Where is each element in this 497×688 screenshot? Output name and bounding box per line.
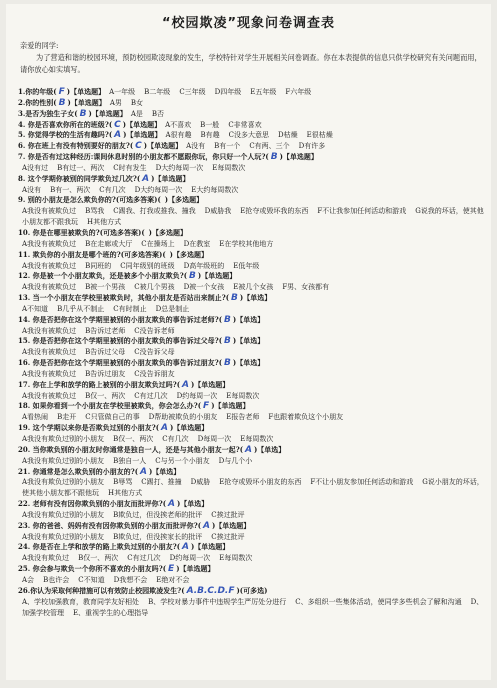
option-label[interactable]: B仅一、两次 bbox=[113, 435, 154, 443]
question-text: 3.是否为独生子女( bbox=[18, 108, 78, 118]
question-text: 5. 你觉得学校的生活有趣吗?( bbox=[18, 130, 113, 140]
questionnaire-sheet bbox=[6, 4, 491, 680]
question-text: 7. 你是否有过这种经历:课间休息时别的小朋友都不愿跟你玩，你只好一个人玩?( bbox=[18, 152, 269, 162]
option-label[interactable]: B否 bbox=[151, 109, 165, 118]
option-label[interactable]: A我没有欺负过别的小朋友 bbox=[22, 456, 105, 465]
question-13 bbox=[18, 293, 485, 304]
answer-options bbox=[22, 477, 485, 499]
question-20 bbox=[18, 445, 485, 456]
answer-options bbox=[22, 282, 485, 293]
question-list bbox=[18, 87, 485, 618]
question-text: 6. 你在班上有没有特别要好的朋友?( bbox=[18, 141, 134, 151]
page-title: “校园欺凌”现象问卷调查表 bbox=[161, 16, 336, 31]
question-25 bbox=[18, 564, 485, 575]
option-label[interactable]: D高年级班的 bbox=[183, 261, 225, 270]
option-label[interactable]: H其他方式 bbox=[87, 218, 122, 227]
option-label[interactable]: D枯燥 bbox=[278, 131, 298, 140]
option-label[interactable]: D每周一次 bbox=[197, 435, 232, 443]
option-label[interactable]: C与另一个小朋友 bbox=[155, 456, 210, 465]
option-label[interactable]: A男 bbox=[109, 98, 122, 107]
option-label[interactable]: E每周数次 bbox=[240, 435, 274, 443]
answer-options bbox=[22, 532, 485, 543]
answer-options bbox=[110, 99, 152, 107]
option-label[interactable]: D、加强学校管理 bbox=[22, 597, 484, 617]
question-type: )【单选题】 bbox=[191, 542, 230, 552]
option-label[interactable]: C有时制止 bbox=[113, 304, 147, 313]
option-label[interactable]: B告诉过老师 bbox=[85, 326, 126, 335]
answer-options bbox=[131, 110, 173, 118]
option-label[interactable]: A不知道 bbox=[22, 304, 49, 313]
option-label[interactable]: A我没有欺负过 bbox=[22, 554, 70, 563]
option-label[interactable]: E、重视学生的心理指导 bbox=[73, 608, 149, 617]
option-label[interactable]: F也跟着欺负这个小朋友 bbox=[268, 413, 344, 422]
greeting: 亲爱的同学: bbox=[20, 41, 59, 50]
question-8 bbox=[18, 174, 485, 185]
option-label[interactable]: E大约每周数次 bbox=[191, 185, 239, 194]
option-label[interactable]: E被几个女孩 bbox=[233, 283, 274, 292]
option-label[interactable]: D与几个小 bbox=[218, 456, 253, 465]
answer-options bbox=[22, 326, 485, 337]
option-label[interactable]: A很有趣 bbox=[165, 131, 192, 140]
option-label[interactable]: A我没有欺负过别的小朋友 bbox=[22, 532, 105, 541]
question-17 bbox=[18, 380, 485, 391]
question-text: 21. 你通常是怎么欺负别的小朋友的?( bbox=[18, 466, 139, 476]
handwritten-answer[interactable]: C bbox=[135, 141, 142, 152]
option-label[interactable]: A我没有被欺负过 bbox=[22, 326, 77, 335]
answer-options bbox=[109, 88, 320, 96]
option-label[interactable]: B辱骂 bbox=[113, 478, 133, 487]
question-3 bbox=[18, 109, 485, 120]
option-label[interactable]: C在操场上 bbox=[141, 239, 175, 248]
handwritten-answer[interactable]: B bbox=[224, 358, 231, 369]
question-22 bbox=[18, 499, 485, 510]
answer-options bbox=[22, 304, 485, 315]
question-type: )【单选题】 bbox=[66, 87, 106, 96]
question-6 bbox=[18, 141, 485, 152]
question-text: 25. 你会参与欺负一个你所不喜欢的小朋友吗?( bbox=[18, 564, 167, 574]
option-label[interactable]: A我没有欺负过别的小朋友 bbox=[22, 510, 105, 519]
answer-options bbox=[22, 185, 485, 196]
option-label[interactable]: B欺负过，但没挨老师的批评 bbox=[113, 510, 203, 519]
question-1 bbox=[18, 87, 485, 98]
option-label[interactable]: D约每周一次 bbox=[176, 391, 218, 400]
question-type: )【多选题】 bbox=[169, 249, 208, 259]
option-label[interactable]: A我没有欺负过别的小朋友 bbox=[22, 435, 105, 443]
question-type: )【单选题】 bbox=[197, 271, 237, 281]
option-label[interactable]: A我没有被欺负过 bbox=[22, 207, 77, 216]
question-text: 23. 你的爸爸、妈妈有没有因你欺负别的小朋友而批评你?( bbox=[18, 520, 202, 530]
answer-options bbox=[22, 434, 485, 445]
answer-options bbox=[22, 261, 485, 272]
option-label[interactable]: A没有 bbox=[22, 185, 42, 194]
option-label[interactable]: A我没有欺负过别的小朋友 bbox=[22, 478, 105, 487]
option-label[interactable]: D约每周一次 bbox=[169, 554, 211, 563]
option-label[interactable]: A我没有被欺负过 bbox=[22, 283, 77, 292]
option-label[interactable]: D我想不会 bbox=[113, 575, 148, 584]
answer-options bbox=[22, 347, 485, 358]
option-label[interactable]: A是 bbox=[130, 109, 143, 118]
answer-options bbox=[22, 369, 485, 380]
option-label[interactable]: C有几次 bbox=[99, 185, 126, 194]
handwritten-answer[interactable]: B bbox=[224, 336, 231, 347]
question-text: 20. 当你欺负别的小朋友时你通常是独自一人，还是与其他小朋友一起?( bbox=[18, 444, 244, 454]
question-type: )【单选题】 bbox=[191, 379, 230, 389]
option-label[interactable]: D四年级 bbox=[214, 88, 242, 96]
handwritten-answer[interactable]: B bbox=[224, 314, 231, 325]
question-text: 22. 老师有没有因你欺负别的小朋友而批评你?( bbox=[18, 499, 167, 509]
question-type: )【单选】 bbox=[239, 293, 272, 303]
answer-options bbox=[22, 239, 485, 250]
question-23 bbox=[18, 521, 485, 532]
question-26 bbox=[18, 586, 485, 597]
option-label[interactable]: D威胁 bbox=[190, 478, 211, 487]
question-text: 19. 这个学期以来你是否欺负过别的小朋友?( bbox=[18, 423, 160, 433]
option-label[interactable]: C被几个男孩 bbox=[134, 283, 175, 292]
option-label[interactable]: D有许多 bbox=[298, 142, 326, 151]
option-label[interactable]: E每周数次 bbox=[226, 391, 260, 400]
question-text: 10. 你是在哪里被欺负的?(可选多答案)( bbox=[18, 227, 145, 237]
option-label[interactable]: E每周数次 bbox=[212, 163, 246, 172]
option-label[interactable]: B告诉过父母 bbox=[85, 348, 126, 357]
option-label[interactable]: B告诉过朋友 bbox=[85, 369, 126, 378]
option-label[interactable]: D大约每周一次 bbox=[155, 163, 204, 172]
question-text: 13. 当一个小朋友在学校里被欺负时，其他小朋友是否站出来制止?( bbox=[18, 293, 230, 303]
handwritten-answer[interactable]: C bbox=[114, 119, 121, 130]
handwritten-answer[interactable]: A bbox=[168, 499, 175, 510]
question-type: )【单选】 bbox=[232, 358, 265, 368]
option-label[interactable]: A我没有被欺负过 bbox=[22, 391, 77, 400]
option-label[interactable]: E抢夺或毁坏小朋友的东西 bbox=[219, 478, 302, 487]
question-type: )【单选】 bbox=[232, 336, 265, 346]
option-label[interactable]: B二年级 bbox=[144, 88, 171, 96]
option-label[interactable]: C同年级别的班级 bbox=[120, 261, 175, 270]
handwritten-answer[interactable]: F bbox=[203, 401, 210, 412]
handwritten-answer[interactable]: A bbox=[182, 379, 189, 390]
option-label[interactable]: B有一个 bbox=[214, 142, 241, 151]
option-label[interactable]: B有趣 bbox=[200, 131, 220, 140]
question-type: )【单选题】 bbox=[151, 173, 190, 183]
question-type: )【单选题】 bbox=[88, 108, 127, 118]
option-label[interactable]: C没告诉老师 bbox=[134, 326, 175, 335]
handwritten-answer[interactable]: A bbox=[245, 444, 252, 455]
answer-options bbox=[22, 575, 485, 586]
question-10 bbox=[18, 228, 485, 239]
option-label[interactable]: D被一个女孩 bbox=[183, 283, 225, 292]
question-text: 9. 别的小朋友是怎么欺负你的?(可选多答案)( bbox=[18, 195, 161, 205]
question-18 bbox=[18, 401, 485, 412]
question-text: 12. 你是被一个小朋友欺负，还是被多个小朋友欺负?( bbox=[18, 271, 188, 281]
option-label[interactable]: D总是制止 bbox=[155, 304, 190, 313]
question-type: )【单选】 bbox=[232, 314, 265, 324]
question-7 bbox=[18, 152, 485, 163]
handwritten-answer[interactable]: B bbox=[189, 271, 196, 282]
option-label[interactable]: E抢夺或毁坏我的东西 bbox=[240, 207, 309, 216]
question-text: 14. 你是否把你在这个学期里被别的小朋友欺负的事告诉过老师?( bbox=[18, 314, 223, 324]
question-11 bbox=[18, 250, 485, 261]
answer-options bbox=[22, 412, 485, 423]
option-label[interactable]: C不知道 bbox=[78, 575, 105, 584]
answer-options bbox=[186, 142, 334, 150]
answer-options bbox=[165, 131, 341, 139]
question-type: )【单选题】 bbox=[170, 423, 209, 433]
option-label[interactable]: A会 bbox=[22, 575, 35, 584]
handwritten-answer[interactable]: A bbox=[161, 423, 168, 434]
option-label[interactable]: F男、女孩都有 bbox=[282, 283, 330, 292]
question-text: 4. 你是否喜欢你所在的班级?( bbox=[18, 119, 113, 129]
option-label[interactable]: B走开 bbox=[57, 413, 77, 422]
answer-options bbox=[22, 597, 485, 619]
option-label[interactable]: C有几次 bbox=[162, 435, 189, 443]
option-label[interactable]: D帮助被欺负的小朋友 bbox=[148, 413, 218, 422]
question-5 bbox=[18, 130, 485, 141]
option-label[interactable]: C非常喜欢 bbox=[228, 120, 262, 129]
question-16 bbox=[18, 358, 485, 369]
question-21 bbox=[18, 467, 485, 478]
option-label[interactable]: C有过几次 bbox=[127, 554, 161, 563]
handwritten-answer[interactable]: F bbox=[58, 87, 65, 97]
question-type: )【单选题】 bbox=[176, 564, 215, 574]
question-type: )【单选题】 bbox=[122, 119, 162, 129]
option-label[interactable]: C挨过批评 bbox=[211, 532, 245, 541]
question-2 bbox=[18, 98, 485, 109]
question-type: )【单选题】 bbox=[279, 152, 318, 162]
option-label[interactable]: A我没有被欺负过 bbox=[22, 239, 77, 248]
question-type: )【单选】 bbox=[177, 499, 209, 509]
question-24 bbox=[18, 542, 485, 553]
option-label[interactable]: E低年级 bbox=[233, 261, 260, 270]
option-label[interactable]: B骂我 bbox=[85, 207, 105, 216]
option-label[interactable]: E每周数次 bbox=[219, 554, 253, 563]
handwritten-answer[interactable]: A bbox=[182, 542, 189, 553]
question-9 bbox=[18, 195, 485, 206]
option-label[interactable]: A一年级 bbox=[109, 88, 136, 96]
question-type: )【单选题】 bbox=[211, 401, 250, 411]
option-label[interactable]: A、学校加强教育，教育同学友好相处 bbox=[22, 597, 140, 606]
option-label[interactable]: B女 bbox=[130, 98, 144, 107]
option-label[interactable]: E绝对不会 bbox=[156, 575, 190, 584]
handwritten-answer[interactable]: B bbox=[270, 152, 278, 163]
answer-options bbox=[22, 456, 485, 467]
question-text: 15. 你是否把你在这个学期里被别的小朋友欺负的事告诉过父母?( bbox=[18, 336, 223, 346]
question-type: )【单选】 bbox=[254, 444, 286, 454]
option-label[interactable]: E报告老师 bbox=[226, 413, 260, 422]
option-label[interactable]: F不让小朋友参加任何活动和游戏 bbox=[310, 478, 414, 487]
question-14 bbox=[18, 315, 485, 326]
question-19 bbox=[18, 423, 485, 434]
handwritten-answer[interactable]: A bbox=[142, 173, 150, 184]
handwritten-answer[interactable]: A bbox=[203, 520, 210, 531]
answer-options bbox=[22, 206, 485, 228]
option-label[interactable]: F六年级 bbox=[285, 88, 312, 96]
option-label[interactable]: D大约每周一次 bbox=[134, 185, 183, 194]
question-text: 8. 这个学期你被别的同学欺负过几次?( bbox=[18, 173, 141, 183]
question-text: 18. 如果你看到一个小朋友在学校里被欺负，你会怎么办?( bbox=[18, 401, 202, 411]
question-text: 17. 你在上学和放学的路上被别的小朋友欺负过吗?( bbox=[18, 379, 181, 389]
option-label[interactable]: C踢我、打我或推我、撞我 bbox=[113, 207, 196, 216]
option-label[interactable]: C有两、三个 bbox=[249, 142, 290, 151]
option-label[interactable]: B被一个男孩 bbox=[85, 283, 126, 292]
answer-options bbox=[165, 121, 271, 129]
question-type: )【多选题】 bbox=[164, 195, 204, 205]
option-label[interactable]: C有过几次 bbox=[134, 391, 168, 400]
answer-options bbox=[22, 553, 485, 564]
question-text: 16. 你是否把你在这个学期里被别的小朋友欺负的事告诉过朋友?( bbox=[18, 358, 223, 368]
option-label[interactable]: C三年级 bbox=[179, 88, 206, 96]
option-label[interactable]: B欺负过，但没挨家长的批评 bbox=[113, 532, 203, 541]
intro-paragraph: 为了营造和谐的校园环境，预防校园欺凌现象的发生，学校特针对学生开展相关问卷调查。你在本表提供的信息只供学校研究有关问题而用，请你放心如实填写。 bbox=[20, 53, 482, 74]
question-text: 11. 欺负你的小朋友是哪个班的?(可多选答案)( bbox=[18, 249, 166, 259]
option-label[interactable]: D在教室 bbox=[183, 239, 211, 248]
handwritten-answer[interactable]: B bbox=[58, 97, 66, 108]
option-label[interactable]: B仅一、两次 bbox=[85, 391, 126, 400]
option-label[interactable]: B同班的 bbox=[85, 261, 112, 270]
question-type: )【单选题】 bbox=[67, 97, 106, 107]
option-label[interactable]: C没告诉朋友 bbox=[134, 369, 175, 378]
option-label[interactable]: G说我的坏话，使其他小朋友都不跟我玩 bbox=[22, 207, 484, 227]
question-text: 26.你认为采取何种措施可以有效防止校园欺凌发生?( bbox=[18, 585, 185, 595]
handwritten-answer[interactable]: A.B.C.D.F bbox=[186, 585, 235, 596]
handwritten-answer[interactable]: B bbox=[231, 293, 238, 304]
option-label[interactable]: B也许会 bbox=[43, 575, 70, 584]
option-label[interactable]: B有过一、两次 bbox=[57, 163, 105, 172]
option-label[interactable]: B一般 bbox=[200, 120, 220, 129]
question-type: )【单选题】 bbox=[123, 130, 162, 140]
option-label[interactable]: H其他方式 bbox=[108, 489, 143, 498]
option-label[interactable]: B有一、两次 bbox=[50, 185, 91, 194]
option-label[interactable]: D威胁我 bbox=[204, 207, 232, 216]
question-type: )【单选题】 bbox=[143, 141, 183, 151]
question-12 bbox=[18, 271, 485, 282]
option-label[interactable]: B仅一、两次 bbox=[78, 554, 119, 563]
option-label[interactable]: C挨过批评 bbox=[211, 510, 245, 519]
option-label[interactable]: B几乎从不制止 bbox=[57, 304, 105, 313]
option-label[interactable]: A我没有被欺负过 bbox=[22, 261, 77, 270]
question-type: )【单选】 bbox=[149, 466, 181, 476]
option-label[interactable]: A没有 bbox=[186, 142, 206, 151]
option-label[interactable]: A不喜欢 bbox=[165, 120, 192, 129]
option-label[interactable]: E五年级 bbox=[250, 88, 277, 96]
option-label[interactable]: A看热闹 bbox=[22, 413, 49, 422]
question-text: 1.你的年级( bbox=[18, 87, 57, 96]
option-label[interactable]: A我没有被欺负过 bbox=[22, 348, 77, 357]
option-label[interactable]: C只管做自己的事 bbox=[85, 413, 140, 422]
question-4 bbox=[18, 120, 485, 131]
option-label[interactable]: C踢打、推撞 bbox=[141, 478, 182, 487]
question-text: 24. 你是否在上学和放学的路上欺负过别的小朋友?( bbox=[18, 542, 181, 552]
option-label[interactable]: A没有过 bbox=[22, 163, 49, 172]
option-label[interactable]: G说小朋友的坏话，使其他小朋友都不跟他玩 bbox=[22, 478, 484, 498]
handwritten-answer[interactable]: B bbox=[79, 108, 87, 119]
answer-options bbox=[22, 391, 485, 402]
question-15 bbox=[18, 336, 485, 347]
option-label[interactable]: B、学校对暴力事件中违规学生严厉处分进行 bbox=[148, 597, 287, 606]
option-label[interactable]: B独自一人 bbox=[113, 456, 147, 465]
option-label[interactable]: E很枯燥 bbox=[306, 131, 333, 140]
question-text: 2.你的性别( bbox=[18, 97, 57, 107]
answer-options bbox=[22, 163, 485, 174]
question-type: )【单选题】 bbox=[212, 520, 251, 530]
option-label[interactable]: A我没有被欺负过 bbox=[22, 369, 77, 378]
option-label[interactable]: C没多大意思 bbox=[228, 131, 270, 140]
option-label[interactable]: C没告诉父母 bbox=[134, 348, 175, 357]
option-label[interactable]: F不让我参加任何活动和游戏 bbox=[317, 207, 407, 216]
option-label[interactable]: B在走廊或大厅 bbox=[85, 239, 133, 248]
question-type: )(可多选) bbox=[236, 585, 268, 595]
answer-options bbox=[22, 510, 485, 521]
option-label[interactable]: C时有发生 bbox=[113, 163, 147, 172]
option-label[interactable]: C、多组织一些集体活动，使同学多些机会了解和沟通 bbox=[295, 597, 462, 606]
handwritten-answer[interactable]: A bbox=[114, 130, 122, 141]
handwritten-answer[interactable]: A bbox=[140, 466, 147, 477]
question-type: )【多选题】 bbox=[148, 227, 187, 237]
handwritten-answer[interactable]: E bbox=[168, 564, 175, 575]
option-label[interactable]: E在学校其他地方 bbox=[219, 239, 274, 248]
